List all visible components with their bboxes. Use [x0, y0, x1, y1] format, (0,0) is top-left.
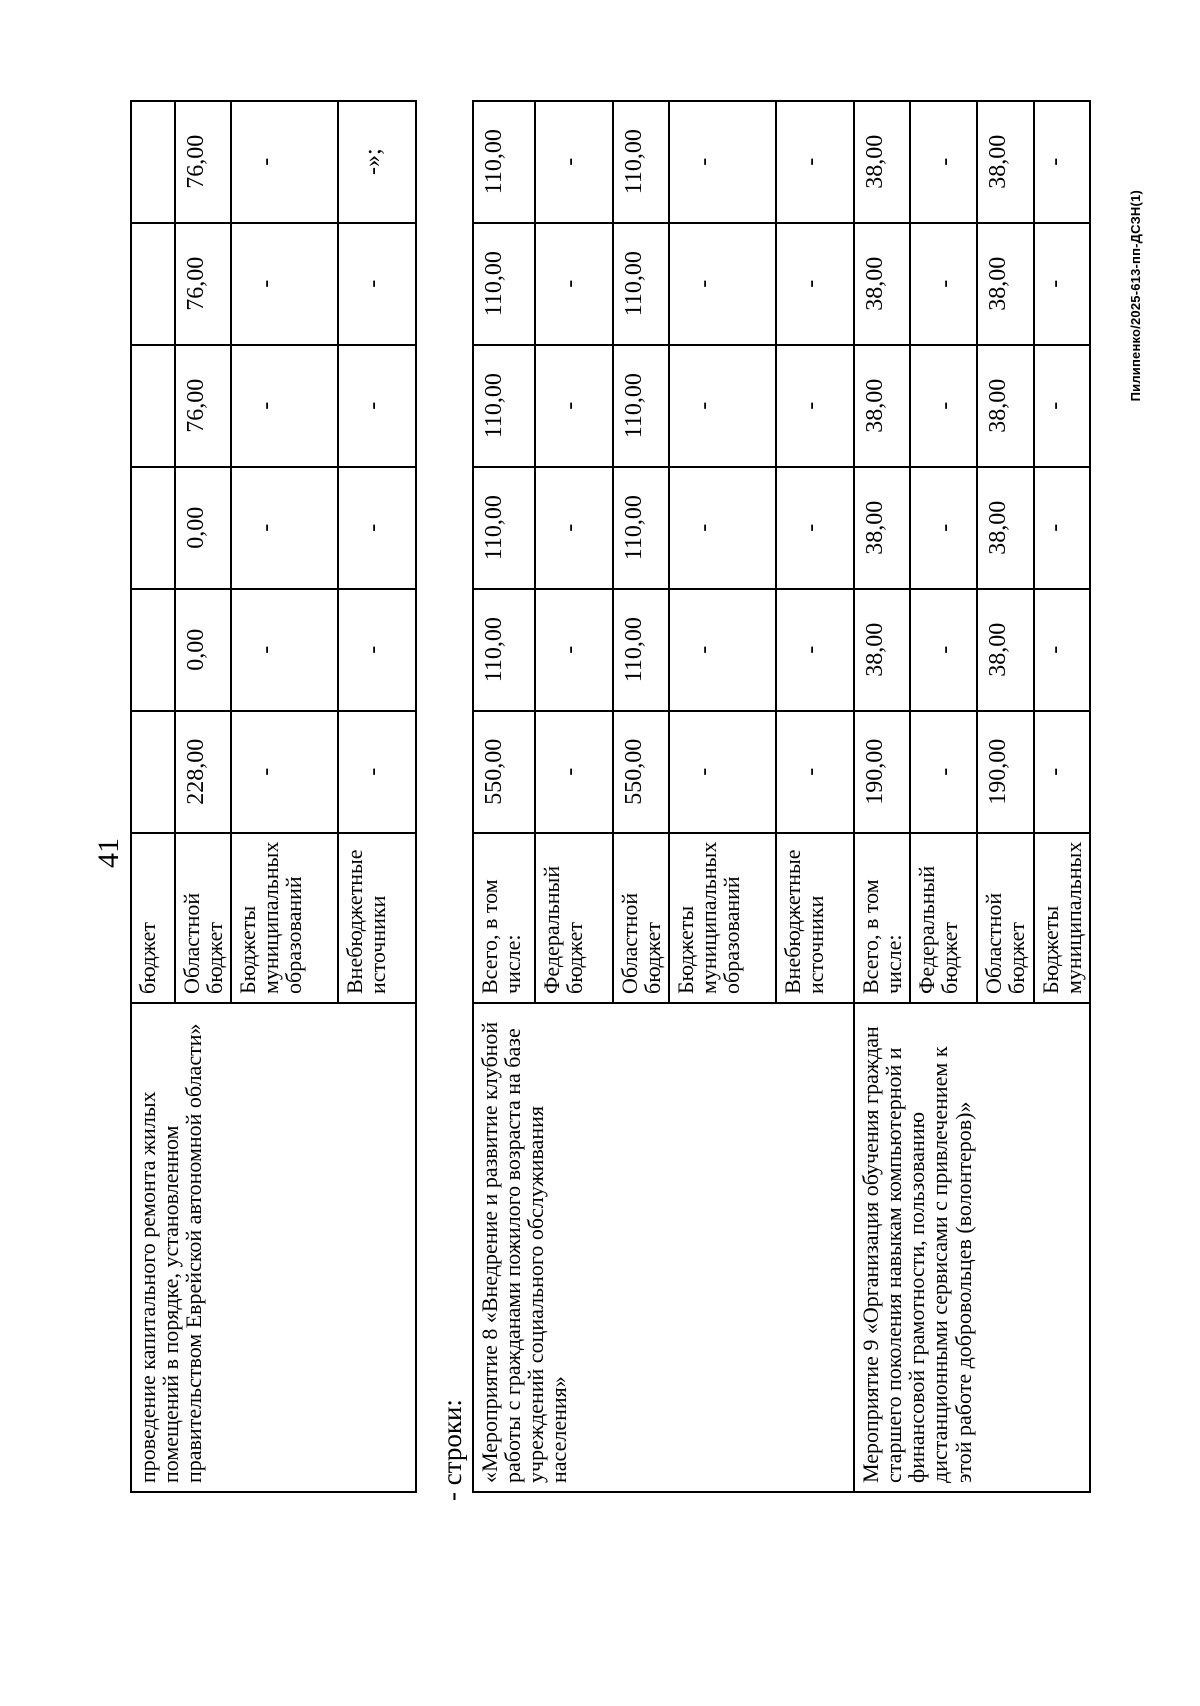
value-cell: -: [231, 345, 338, 467]
value-cell: 110,00: [613, 589, 669, 711]
value-cell: -: [776, 345, 854, 467]
value-cell: -: [535, 589, 613, 711]
funding-source: Федеральный бюджет: [535, 833, 613, 1003]
value-cell: -: [669, 223, 776, 345]
value-cell: 110,00: [613, 223, 669, 345]
value-cell: -: [338, 589, 416, 711]
value-cell: 190,00: [977, 711, 1033, 833]
value-cell: -: [231, 101, 338, 223]
funding-source: Бюджеты муниципальных образований: [669, 833, 776, 1003]
value-cell: -: [910, 223, 977, 345]
value-cell: -: [910, 101, 977, 223]
page-number: 41: [92, 838, 125, 868]
value-cell: -: [1034, 345, 1090, 467]
funding-source: Федеральный бюджет: [910, 833, 977, 1003]
value-cell: [131, 711, 175, 833]
value-cell: -: [669, 589, 776, 711]
value-cell: -»;: [338, 101, 416, 223]
funding-source: Областной бюджет: [613, 833, 669, 1003]
funding-source: Бюджеты муниципальных образований: [231, 833, 338, 1003]
value-cell: 38,00: [854, 345, 910, 467]
funding-source: Областной бюджет: [977, 833, 1033, 1003]
value-cell: -: [776, 223, 854, 345]
value-cell: -: [535, 345, 613, 467]
value-cell: -: [231, 223, 338, 345]
value-cell: 76,00: [175, 101, 231, 223]
funding-source: Бюджеты муниципальных: [1034, 833, 1090, 1003]
value-cell: 228,00: [175, 711, 231, 833]
table-row: [854, 101, 910, 1492]
table-row: [131, 101, 175, 1492]
value-cell: -: [1034, 711, 1090, 833]
funding-source: бюджет: [131, 833, 175, 1003]
value-cell: -: [338, 711, 416, 833]
value-cell: -: [231, 467, 338, 589]
value-cell: 110,00: [473, 101, 535, 223]
value-cell: -: [535, 223, 613, 345]
document-code: Пилипенко/2025-613-пп-ДСЗН(1): [1128, 190, 1143, 402]
funding-source: Всего, в том числе:: [473, 833, 535, 1003]
value-cell: 110,00: [473, 589, 535, 711]
value-cell: -: [1034, 467, 1090, 589]
value-cell: 38,00: [854, 223, 910, 345]
value-cell: -: [231, 711, 338, 833]
value-cell: [131, 345, 175, 467]
value-cell: 550,00: [473, 711, 535, 833]
measure-description: «Мероприятие 8 «Внедрение и развитие клубной работы с гражданами пожилого возраста на базе учреждений социального обслуживания населения»: [473, 1003, 854, 1492]
value-cell: 110,00: [613, 467, 669, 589]
value-cell: 190,00: [854, 711, 910, 833]
value-cell: 110,00: [613, 345, 669, 467]
value-cell: 110,00: [473, 223, 535, 345]
value-cell: [131, 467, 175, 589]
value-cell: 0,00: [175, 467, 231, 589]
funding-source: Внебюджетные источники: [776, 833, 854, 1003]
value-cell: 110,00: [473, 345, 535, 467]
value-cell: 110,00: [613, 101, 669, 223]
value-cell: -: [1034, 223, 1090, 345]
value-cell: 38,00: [854, 101, 910, 223]
value-cell: 38,00: [977, 223, 1033, 345]
value-cell: -: [910, 345, 977, 467]
value-cell: 110,00: [473, 467, 535, 589]
section-label: - строки:: [437, 1399, 467, 1501]
value-cell: -: [338, 467, 416, 589]
value-cell: -: [669, 711, 776, 833]
value-cell: -: [669, 101, 776, 223]
value-cell: 38,00: [854, 589, 910, 711]
value-cell: -: [776, 589, 854, 711]
value-cell: -: [776, 467, 854, 589]
value-cell: -: [910, 589, 977, 711]
value-cell: -: [535, 711, 613, 833]
value-cell: 0,00: [175, 589, 231, 711]
value-cell: -: [535, 101, 613, 223]
value-cell: -: [910, 711, 977, 833]
value-cell: [131, 101, 175, 223]
value-cell: 38,00: [977, 101, 1033, 223]
value-cell: 38,00: [977, 467, 1033, 589]
value-cell: -: [338, 345, 416, 467]
value-cell: -: [1034, 101, 1090, 223]
measure-description: Мероприятие 9 «Организация обучения граждан старшего поколения навыкам компьютерной и финансовой грамотности, пользованию дистанционными сервисами с привлечением к этой работе добровольцев (волонтеров)»: [854, 1003, 1090, 1492]
value-cell: -: [669, 345, 776, 467]
value-cell: 38,00: [977, 589, 1033, 711]
value-cell: 38,00: [854, 467, 910, 589]
value-cell: 38,00: [977, 345, 1033, 467]
value-cell: -: [776, 101, 854, 223]
value-cell: -: [1034, 589, 1090, 711]
funding-source: Внебюджетные источники: [338, 833, 416, 1003]
value-cell: [131, 589, 175, 711]
funding-source: Областной бюджет: [175, 833, 231, 1003]
value-cell: -: [338, 223, 416, 345]
value-cell: -: [231, 589, 338, 711]
value-cell: -: [776, 711, 854, 833]
value-cell: 76,00: [175, 223, 231, 345]
value-cell: [131, 223, 175, 345]
measure-description: проведение капитального ремонта жилых помещений в порядке, установленном правительством Еврейской автономной области»: [131, 1003, 416, 1492]
value-cell: 76,00: [175, 345, 231, 467]
funding-table-new-rows: [472, 100, 1091, 1493]
funding-table-continued: [130, 100, 417, 1493]
table-row: [473, 101, 535, 1492]
value-cell: -: [669, 467, 776, 589]
funding-source: Всего, в том числе:: [854, 833, 910, 1003]
value-cell: 550,00: [613, 711, 669, 833]
value-cell: -: [910, 467, 977, 589]
value-cell: -: [535, 467, 613, 589]
